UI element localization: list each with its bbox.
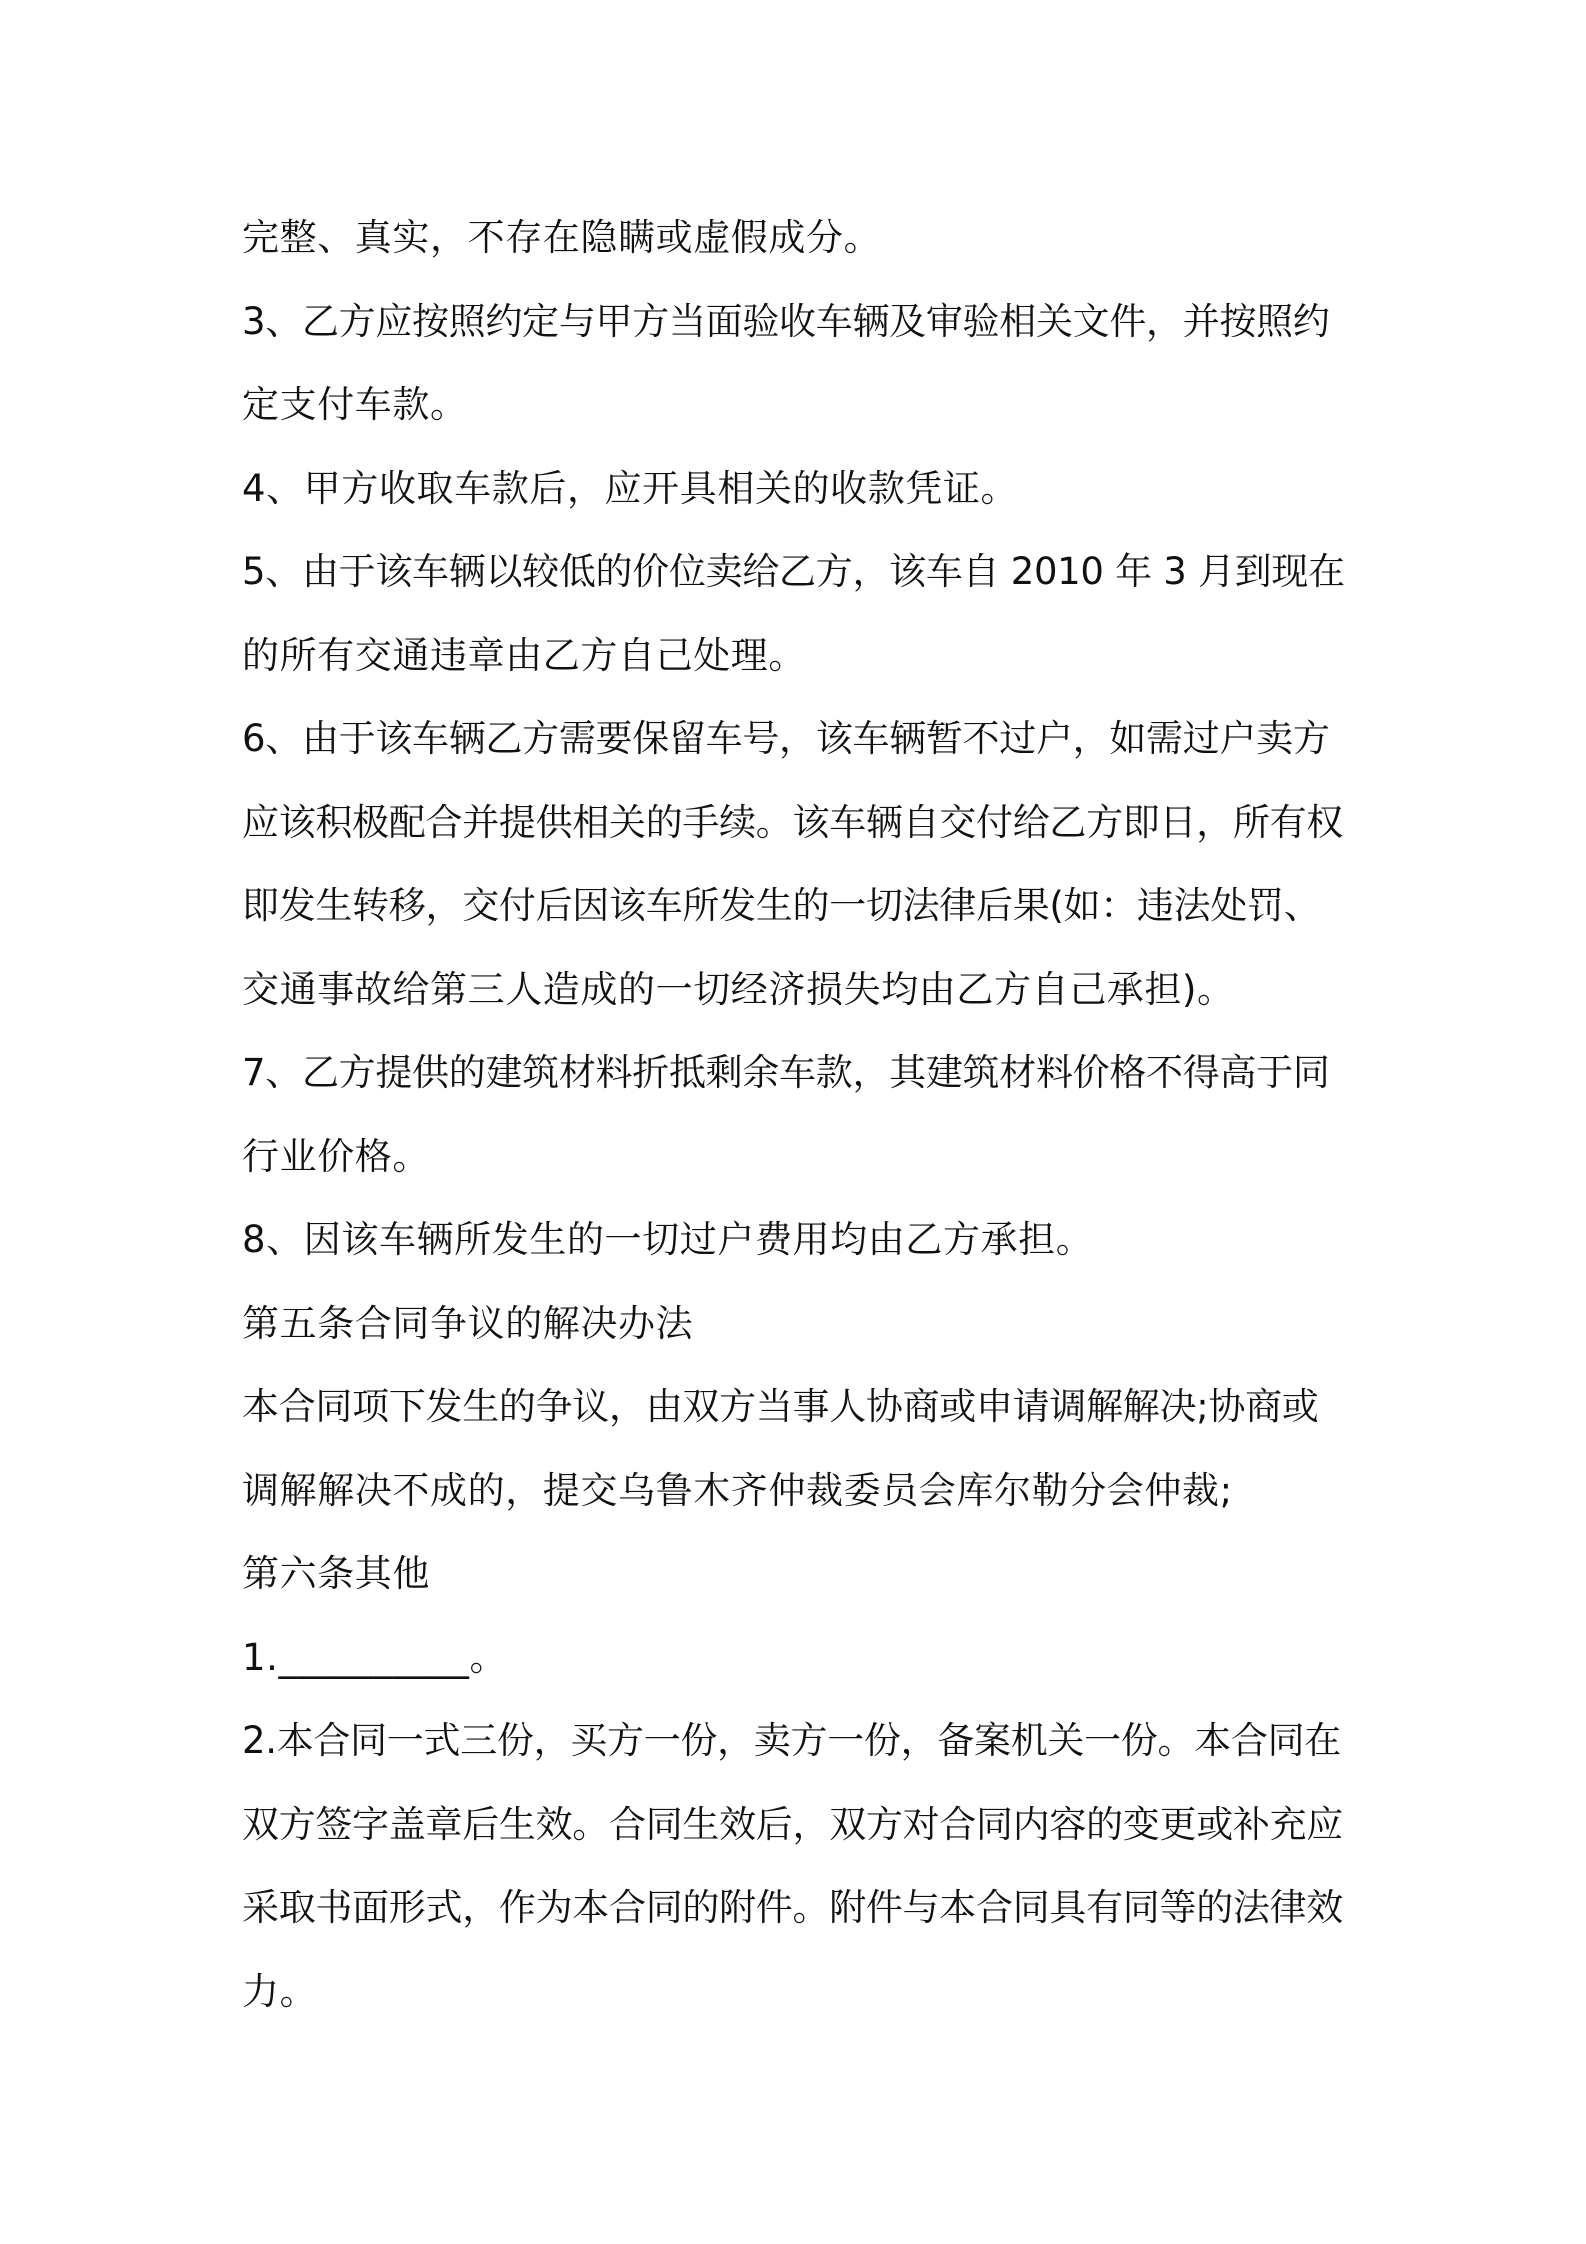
text-line-10: 交通事故给第三人造成的一切经济损失均由乙方自己承担)。 xyxy=(242,967,1235,1011)
text-line-22: 力。 xyxy=(242,1969,318,2013)
section-heading-6: 第六条其他 xyxy=(242,1552,430,1595)
text-line-20: 双方签字盖章后生效。合同生效后，双方对合同内容的变更或补充应 xyxy=(242,1802,1343,1846)
text-line-12: 行业价格。 xyxy=(242,1134,430,1178)
text-line-19: 2.本合同一式三份，买方一份，卖方一份，备案机关一份。本合同在 xyxy=(242,1719,1342,1762)
text-line-4: 4、甲方收取车款后，应开具相关的收款凭证。 xyxy=(242,466,1019,510)
text-line-3: 定支付车款。 xyxy=(242,383,468,426)
text-line-6: 的所有交通违章由乙方自己处理。 xyxy=(242,633,806,677)
text-line-18: 1.__________。 xyxy=(242,1635,508,1679)
text-line-11: 7、乙方提供的建筑材料折抵剩余车款，其建筑材料价格不得高于同 xyxy=(242,1051,1330,1094)
text-line-9: 即发生转移，交付后因该车所发生的一切法律后果(如：违法处罚、 xyxy=(242,884,1321,927)
text-line-15: 本合同项下发生的争议，由双方当事人协商或申请调解解决;协商或 xyxy=(242,1385,1319,1428)
text-line-21: 采取书面形式，作为本合同的附件。附件与本合同具有同等的法律效 xyxy=(242,1886,1343,1929)
text-line-8: 应该积极配合并提供相关的手续。该车辆自交付给乙方即日，所有权 xyxy=(242,800,1343,844)
section-heading-5: 第五条合同争议的解决办法 xyxy=(242,1301,694,1345)
text-line-13: 8、因该车辆所发生的一切过户费用均由乙方承担。 xyxy=(242,1218,1094,1261)
text-line-1: 完整、真实，不存在隐瞒或虚假成分。 xyxy=(242,216,882,259)
text-line-7: 6、由于该车辆乙方需要保留车号，该车辆暂不过户，如需过户卖方 xyxy=(242,717,1330,760)
text-line-5: 5、由于该车辆以较低的价位卖给乙方，该车自 2010 年 3 月到现在 xyxy=(242,550,1345,593)
text-line-16: 调解解决不成的，提交乌鲁木齐仲裁委员会库尔勒分会仲裁; xyxy=(242,1468,1233,1512)
text-line-2: 3、乙方应按照约定与甲方当面验收车辆及审验相关文件，并按照约 xyxy=(242,299,1330,343)
